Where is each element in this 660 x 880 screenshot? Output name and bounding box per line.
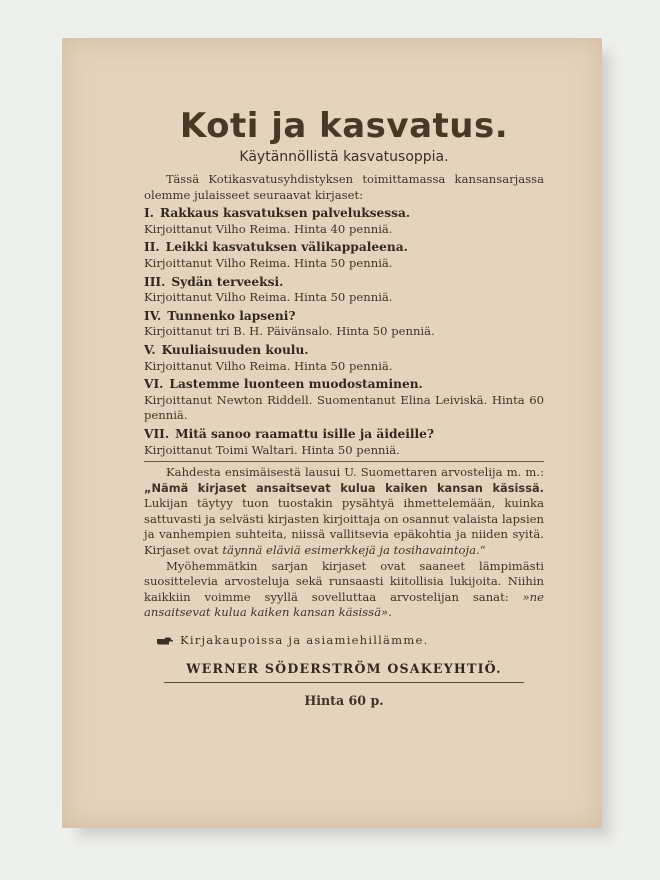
book-title-line	[144, 427, 544, 443]
book-number: III.	[144, 274, 166, 289]
book-number: V.	[144, 342, 156, 357]
book-detail: Kirjoittanut Vilho Reima. Hinta 50 penniä.	[144, 290, 393, 305]
cover-subtitle: Käytännöllistä kasvatusoppia.	[239, 149, 449, 165]
book-detail: Kirjoittanut Toimi Waltari. Hinta 50 penniä.	[144, 442, 400, 457]
book-number: VI.	[144, 377, 164, 392]
book-detail: Kirjoittanut tri B. H. Päivänsalo. Hinta 50 penniä.	[144, 324, 435, 339]
book-number: II.	[144, 240, 160, 255]
cover-price: Hinta 60 p.	[304, 693, 384, 709]
book-title-line	[144, 343, 544, 359]
book-list	[144, 206, 544, 458]
book-number: IV.	[144, 308, 162, 323]
book-title: Kuuliaisuuden koulu.	[161, 342, 309, 357]
book-title-line	[144, 377, 544, 393]
closing-text: Myöhemmätkin sarjan kirjaset ovat saaneet lämpimästi suosittelevia arvosteluja sekä runsaasti kiitollisia lukijoita. Niihin kaikkiin voimme syyllä sovelluttaa arvostelijan sanat:	[144, 558, 544, 604]
book-back-cover	[62, 38, 602, 828]
book-title: Sydän terveeksi.	[171, 274, 284, 289]
review-quote-rest: Lukijan täytyy tuon tuostakin pysähtyä ihmettelemään, kuinka sattuvasti ja selvästi kirjasten kirjoittaja on osannut valaista lapsien ja vanhempien suhteita, niissä vallitsevia epäkohtia ja niiden syitä. Kirjaset ovat	[144, 496, 544, 558]
review-lead: Kahdesta ensimäisestä lausui U. Suomettaren arvostelija m. m.:	[166, 465, 544, 480]
cover-title: Koti ja kasvatus.	[179, 106, 509, 146]
closing-italic: »ne ansaitsevat kulua kaiken kansan käsissä»	[144, 589, 544, 620]
cover-body	[144, 172, 544, 709]
agents-text: Kirjakaupoissa ja asiamiehillämme.	[180, 633, 429, 648]
closing-end: .	[388, 605, 392, 620]
publisher-name: WERNER SÖDERSTRÖM OSAKEYHTIÖ.	[186, 660, 502, 676]
closing-paragraph	[144, 559, 544, 621]
book-detail: Kirjoittanut Vilho Reima. Hinta 50 penniä.	[144, 358, 393, 373]
book-title: Rakkaus kasvatuksen palveluksessa.	[159, 206, 411, 221]
divider-rule	[144, 461, 544, 462]
book-entry	[144, 343, 544, 374]
book-detail: Kirjoittanut Vilho Reima. Hinta 50 penniä.	[144, 255, 393, 270]
review-quote-end: “	[479, 543, 486, 558]
review-quote-bold: „Nämä kirjaset ansaitsevat kulua kaiken kansan käsissä.	[144, 480, 544, 495]
book-title: Tunnenko lapseni?	[167, 308, 296, 323]
book-number: VII.	[144, 426, 170, 441]
book-detail: Kirjoittanut Newton Riddell. Suomentanut Elina Leiviskä. Hinta 60 penniä.	[144, 392, 544, 423]
book-entry	[144, 240, 544, 271]
agents-line	[144, 633, 544, 649]
book-title-line	[144, 240, 544, 256]
book-title: Lastemme luonteen muodostaminen.	[169, 377, 423, 392]
book-title: Leikki kasvatuksen välikappaleena.	[165, 240, 408, 255]
book-title-line	[144, 309, 544, 325]
pointing-hand-icon	[156, 636, 174, 646]
book-title: Mitä sanoo raamattu isille ja äideille?	[175, 426, 435, 441]
publisher-rule	[164, 682, 524, 683]
book-entry	[144, 275, 544, 306]
review-paragraph	[144, 465, 544, 559]
book-entry	[144, 206, 544, 237]
book-title-line	[144, 275, 544, 291]
book-entry	[144, 427, 544, 458]
book-detail: Kirjoittanut Vilho Reima. Hinta 40 penniä.	[144, 221, 393, 236]
review-quote-italic: täynnä eläviä esimerkkejä ja tosihavaintoja.	[222, 543, 480, 558]
book-entry	[144, 309, 544, 340]
book-number: I.	[144, 206, 154, 221]
intro-text: Tässä Kotikasvatusyhdistyksen toimittamassa kansansarjassa olemme julaisseet seuraavat kirjaset:	[144, 172, 544, 202]
book-entry	[144, 377, 544, 424]
book-title-line	[144, 206, 544, 222]
